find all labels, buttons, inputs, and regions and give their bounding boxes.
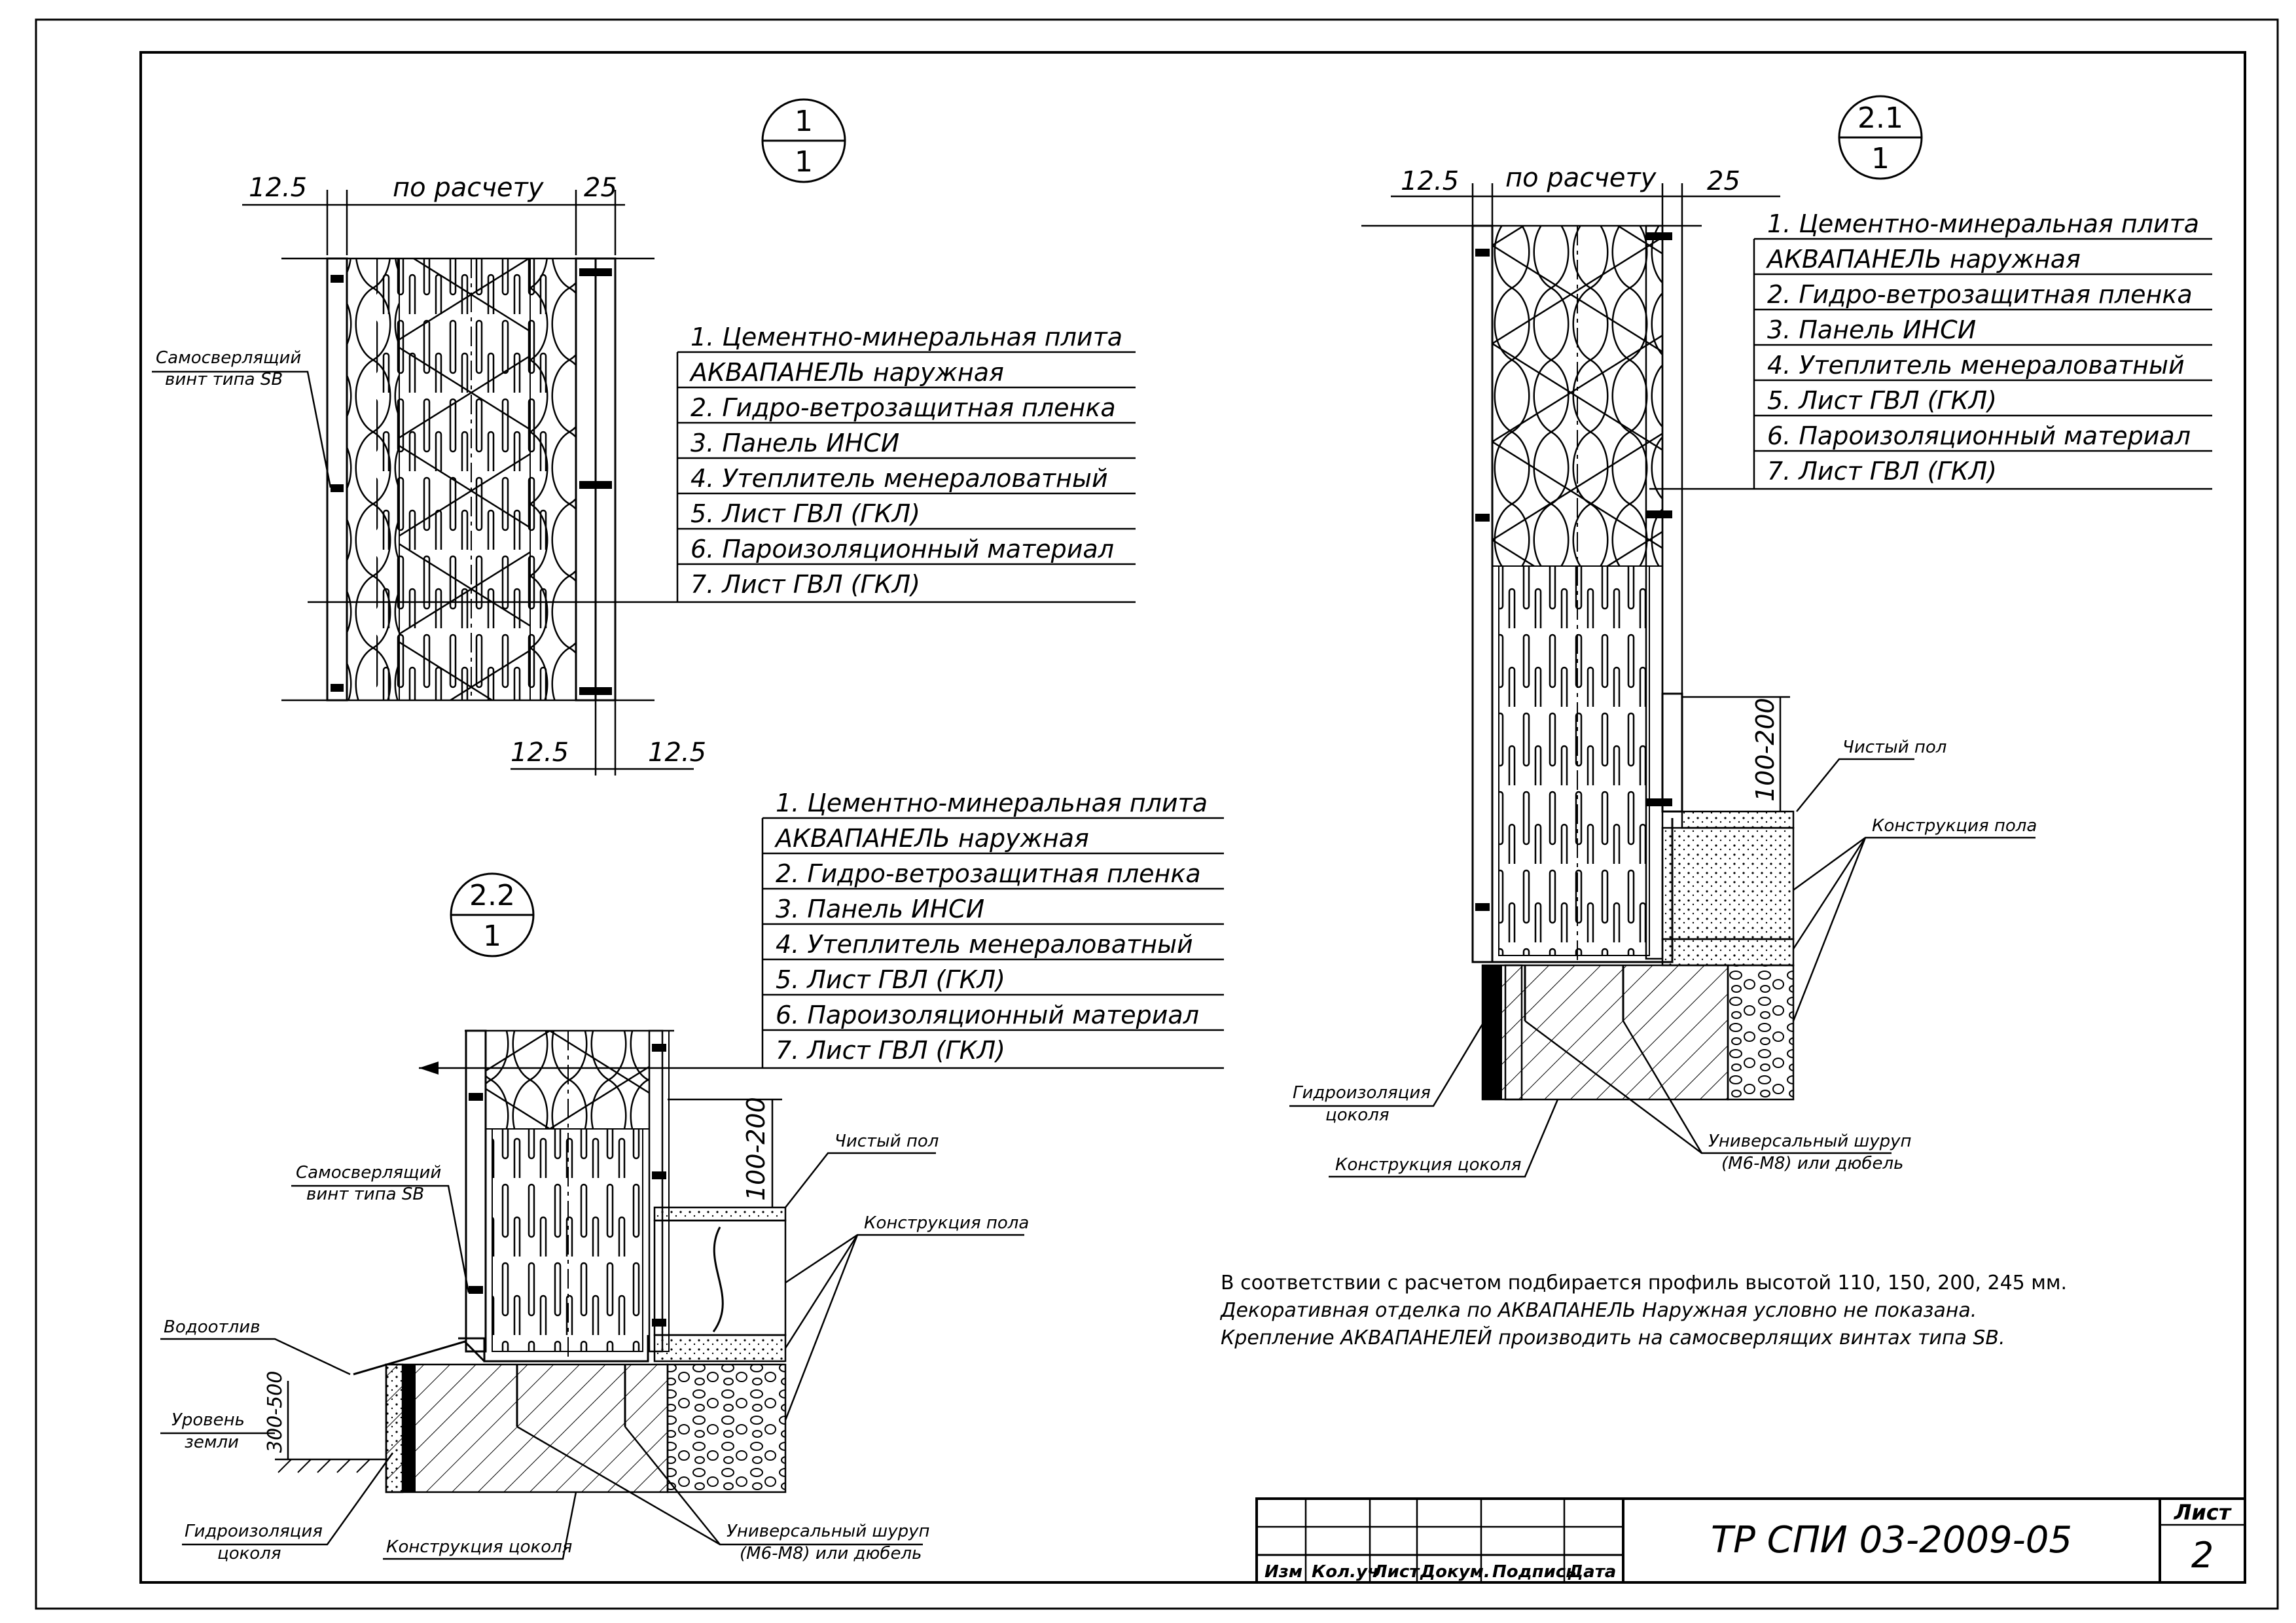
section-marker-2-2: [451, 874, 533, 956]
col-data: Дата: [1568, 1562, 1617, 1582]
legend-1-item-5: 5. Лист ГВЛ (ГКЛ): [691, 499, 920, 528]
detail-2-2: [160, 789, 1224, 1563]
marker-2-2-bottom: 1: [483, 919, 501, 953]
detail-2-1: [1289, 96, 2212, 1177]
legend-1-item-1b: АКВАПАНЕЛЬ наружная: [691, 358, 1004, 387]
legend-2-2-item-1b: АКВАПАНЕЛЬ наружная: [776, 824, 1089, 853]
callout-ground-line2: земли: [185, 1433, 239, 1452]
note-1: В соответствии с расчетом подбирается профиль высотой 110, 150, 200, 245 мм.: [1221, 1272, 2068, 1294]
section-marker-1: [762, 99, 845, 182]
dim-1-left: 12.5: [249, 173, 308, 203]
col-dokum: Докум.: [1420, 1562, 1490, 1582]
callout-2-1-universal-screw-line1: Универсальный шуруп: [1708, 1132, 1912, 1151]
dim-2-1-mid: по расчету: [1505, 163, 1657, 193]
legend-detail-2-1: [1649, 209, 2212, 489]
notes: [1219, 1272, 2067, 1349]
callout-2-1-clean-floor: Чистый пол: [1842, 738, 1947, 757]
dim-2-2-vertical-2: 300-500: [264, 1370, 287, 1453]
legend-2-2-item-7: 7. Лист ГВЛ (ГКЛ): [776, 1036, 1005, 1065]
callout-2-2-clean-floor: Чистый пол: [834, 1132, 939, 1151]
col-podpis: Подпись: [1492, 1562, 1577, 1582]
legend-2-1-item-1b: АКВАПАНЕЛЬ наружная: [1767, 245, 2081, 274]
col-koluch: Кол.уч: [1312, 1562, 1379, 1582]
callout-2-2-universal-screw-line1: Универсальный шуруп: [726, 1522, 930, 1541]
legend-1-item-1: 1. Цементно-минеральная плита: [691, 323, 1123, 351]
legend-2-1-item-3: 3. Панель ИНСИ: [1767, 315, 1977, 344]
sheet-number: 2: [2191, 1535, 2214, 1576]
marker-2-2-top: 2.2: [469, 879, 515, 912]
dim-2-1-right: 25: [1707, 166, 1740, 196]
dim-1-right: 25: [584, 173, 617, 203]
legend-2-1-item-1: 1. Цементно-минеральная плита: [1767, 209, 2200, 238]
callout-2-1-waterproof-line2: цоколя: [1325, 1105, 1390, 1125]
title-block: [1257, 1499, 2245, 1582]
legend-2-1-item-6: 6. Пароизоляционный материал: [1767, 421, 2191, 450]
callout-ground-line1: Уровень: [171, 1410, 245, 1430]
section-marker-2-1: [1839, 96, 1922, 179]
callout-2-1-universal-screw-line2: (М6-М8) или дюбель: [1721, 1154, 1904, 1173]
note-2: Декоративная отделка по АКВАПАНЕЛЬ Наружная условно не показана.: [1221, 1299, 1977, 1322]
callout-2-1-floor-construction: Конструкция пола: [1872, 816, 2037, 836]
marker-2-1-bottom: 1: [1871, 142, 1890, 175]
col-izm: Изм: [1265, 1562, 1303, 1582]
callout-1-screw-line2: винт типа SB: [165, 370, 283, 389]
legend-2-2-item-3: 3. Панель ИНСИ: [776, 895, 985, 923]
legend-2-1-item-4: 4. Утеплитель менераловатный: [1767, 351, 2185, 380]
marker-2-1-top: 2.1: [1857, 101, 1903, 135]
sheet-label: Лист: [2174, 1500, 2231, 1525]
note-3: Крепление АКВАПАНЕЛЕЙ производить на самосверлящих винтах типа SB.: [1221, 1327, 2005, 1349]
callout-2-2-screw-line1: Самосверлящий: [296, 1163, 442, 1183]
callout-1-screw-line1: Самосверлящий: [156, 348, 302, 368]
callout-2-2-screw-line2: винт типа SB: [306, 1185, 425, 1204]
legend-2-2-item-1: 1. Цементно-минеральная плита: [776, 789, 1208, 817]
callout-2-1-waterproof-line1: Гидроизоляция: [1293, 1083, 1431, 1103]
dim-1-bottom-right: 12.5: [648, 738, 707, 768]
callout-2-2-waterproof-line1: Гидроизоляция: [185, 1522, 323, 1541]
legend-2-2-item-5: 5. Лист ГВЛ (ГКЛ): [776, 965, 1005, 994]
dim-2-1-left: 12.5: [1401, 166, 1460, 196]
legend-2-1-item-7: 7. Лист ГВЛ (ГКЛ): [1767, 457, 1997, 486]
detail-1: [152, 99, 1136, 776]
marker-1-bottom: 1: [795, 145, 813, 179]
dim-1-mid: по расчету: [393, 173, 544, 203]
dim-2-1-vertical: 100-200: [1751, 698, 1780, 802]
callout-drip: Водоотлив: [164, 1317, 260, 1337]
legend-1-item-3: 3. Панель ИНСИ: [691, 429, 900, 457]
marker-1-top: 1: [795, 105, 813, 138]
legend-2-1-item-5: 5. Лист ГВЛ (ГКЛ): [1767, 386, 1997, 415]
legend-2-2-item-4: 4. Утеплитель менераловатный: [776, 930, 1193, 959]
legend-1-item-4: 4. Утеплитель менераловатный: [691, 464, 1108, 493]
callout-2-2-waterproof-line2: цоколя: [217, 1544, 281, 1563]
legend-2-2-item-6: 6. Пароизоляционный материал: [776, 1001, 1200, 1029]
legend-2-1-item-2: 2. Гидро-ветрозащитная пленка: [1767, 280, 2193, 309]
document-code: ТР СПИ 03-2009-05: [1710, 1519, 2073, 1561]
legend-1-item-7: 7. Лист ГВЛ (ГКЛ): [691, 570, 920, 599]
callout-2-2-floor-construction: Конструкция пола: [864, 1213, 1030, 1233]
legend-1-item-6: 6. Пароизоляционный материал: [691, 535, 1115, 563]
col-list: Лист: [1373, 1562, 1420, 1582]
dim-2-2-vertical-1: 100-200: [742, 1097, 770, 1201]
callout-2-2-universal-screw-line2: (М6-М8) или дюбель: [740, 1544, 922, 1563]
legend-1-item-2: 2. Гидро-ветрозащитная пленка: [691, 393, 1116, 422]
callout-2-1-plinth-construction: Конструкция цоколя: [1335, 1155, 1522, 1175]
legend-2-2-item-2: 2. Гидро-ветрозащитная пленка: [776, 859, 1201, 888]
callout-2-2-plinth-construction: Конструкция цоколя: [386, 1537, 573, 1557]
dim-1-bottom-left: 12.5: [511, 738, 569, 768]
